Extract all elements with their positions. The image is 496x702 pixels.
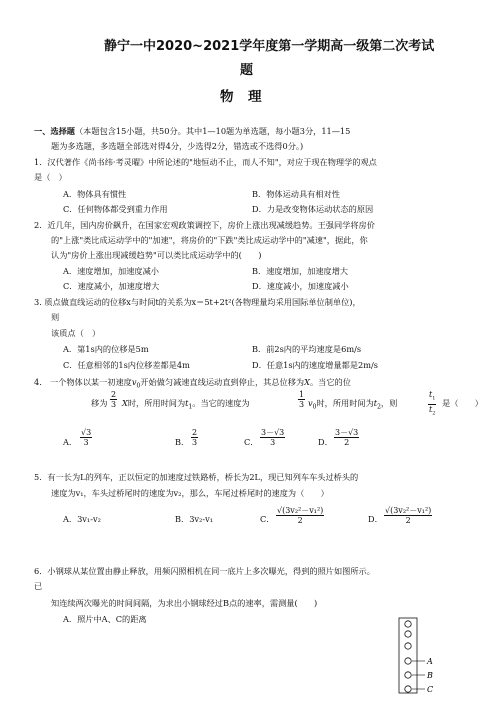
q4-option-b-label: B． <box>175 437 190 447</box>
q4-stem-text-a: 4. 一个物体以某一初速度 <box>34 377 132 387</box>
x-symbol: X <box>304 377 310 387</box>
fraction-numerator: √(3v₂²－v₁²) <box>385 506 432 515</box>
point-label-b: B <box>427 671 433 680</box>
q4-option-a-value <box>80 428 92 447</box>
q5-option-d-label: D． <box>368 514 383 524</box>
section-intro-line1 <box>34 126 350 136</box>
section-intro-line2: 题为多选题，多选题全部选对得4分，少选得2分，错选或不选得0分。) <box>51 141 304 151</box>
q4-option-c-label: C． <box>244 437 259 447</box>
photo-frame <box>399 618 417 693</box>
q3-option-b: B．前2s内的平均速度是6m/s <box>252 344 362 354</box>
q2-stem-line2: 的"上涨"类比成运动学中的"加速"，将房价的"下跌"类比成运动学中的"减速"，据此，你 <box>51 235 368 245</box>
q4-time-prefix: 时，所用时间为 <box>316 398 374 408</box>
ball-position <box>405 631 411 637</box>
q3-stem-line3: 该质点（ ） <box>51 328 101 338</box>
strobe-photo-figure <box>398 617 438 697</box>
fraction-numerator: 1 <box>299 390 305 399</box>
section-intro-text: （本题包含15小题，共50分。其中1—10题为单选题，每小题3分，11—15 <box>74 126 351 136</box>
q4-then-text: ，则 <box>380 398 398 408</box>
q3-stem-line1: 3. 质点做直线运动的位移x与时间t的关系为x＝5t+2t²(各物理量均采用国际单位制单位)， <box>34 297 361 307</box>
t2-subscript: 2 <box>377 403 381 411</box>
q3-option-a: A．第1s内的位移是5m <box>63 344 149 354</box>
q3-stem-line2: 则 <box>51 312 60 322</box>
q4-option-a-label: A． <box>63 437 78 447</box>
q5-option-a: A．3v₁-v₂ <box>63 514 101 524</box>
q1-option-a: A．物体具有惯性 <box>63 189 127 199</box>
t2-symbol: t <box>373 398 378 408</box>
q6-option-a: A．照片中A、C的距离 <box>63 614 147 624</box>
fraction-denominator <box>428 405 436 419</box>
fraction-numerator: 3－√3 <box>335 428 359 437</box>
t1-subscript: 1 <box>188 403 193 411</box>
q4-is-text: 是（ ） <box>442 398 483 408</box>
exam-title-line1: 静宁一中2020~2021学年度第一学期高一级第二次考试 <box>104 39 435 54</box>
fraction-numerator <box>428 390 436 405</box>
q4-option-c-value <box>260 428 285 447</box>
t1-symbol: t <box>185 398 189 408</box>
fraction-denominator: 3 <box>299 400 305 409</box>
x-symbol: X <box>122 398 128 408</box>
point-label-c: C <box>427 685 434 694</box>
t2-symbol: t <box>429 404 433 414</box>
q2-stem-line3: 认为"房价上涨出现减缓趋势"可以类比成运动学中的( ) <box>51 250 262 260</box>
q5-stem-line2: 速度为v₁，车头过桥尾时的速度为v₂，那么，车尾过桥尾时的速度为（ ） <box>51 488 329 498</box>
ball-position <box>405 643 411 649</box>
q1-stem-line1: 1．汉代著作《尚书纬·考灵曜》中所论述的"地恒动不止，而人不知"，对应于现在物理学的观点 <box>34 157 377 167</box>
q4-move-mid <box>122 398 250 413</box>
fraction-numerator: 2 <box>111 390 117 399</box>
fraction-denominator: 3 <box>270 438 276 447</box>
q1-stem-line2: 是（ ） <box>34 172 67 182</box>
t2-subscript: 2 <box>432 410 436 417</box>
subject-heading: 物 理 <box>220 89 262 105</box>
q6-stem-line2: 已 <box>34 581 43 591</box>
q4-speed-rest <box>308 398 397 413</box>
q4-move-mid-text: 时，所用时间为 <box>127 398 186 408</box>
q6-stem-line1: 6．小钢球从某位置由静止释放，用频闪照相机在同一底片上多次曝光，得到的照片如图所示。 <box>34 566 375 576</box>
q4-fraction-two-thirds <box>110 390 117 409</box>
q4-stem-text-c: 。当它的位 <box>309 377 351 387</box>
q4-stem-text-b: 开始做匀减速直线运动直到停止，其总位移为 <box>140 377 305 387</box>
fraction-denominator: 3 <box>192 438 198 447</box>
exam-title-line2: 题 <box>240 63 254 78</box>
fraction-denominator: 3 <box>83 438 89 447</box>
q4-speed-prefix: 。当它的速度为 <box>192 398 250 408</box>
q2-option-c: C．速度减小，加速度增大 <box>63 281 160 291</box>
q1-option-c: C．任何物体都受到重力作用 <box>63 204 168 214</box>
q5-option-c-value <box>276 506 324 525</box>
q4-fraction-one-third <box>298 390 305 409</box>
fraction-numerator: 3－√3 <box>261 428 285 437</box>
q5-stem-line1: 5．有一长为L的列车，正以恒定的加速度过铁路桥，桥长为2L，现已知列车车头过桥头的 <box>34 472 359 482</box>
v0-subscript: 0 <box>136 382 141 390</box>
fraction-numerator: 2 <box>192 428 198 437</box>
fraction-denominator: 2 <box>405 516 411 525</box>
q1-option-b: B．物体运动具有相对性 <box>252 189 340 199</box>
ball-position-c <box>405 686 411 692</box>
fraction-numerator: √3 <box>81 428 92 437</box>
fraction-denominator: 3 <box>111 400 117 409</box>
fraction-denominator: 2 <box>344 438 350 447</box>
q4-option-b-value <box>191 428 198 447</box>
ball-position-a <box>405 658 411 664</box>
section-label: 一、选择题 <box>34 126 75 136</box>
t1-symbol: t <box>429 390 433 399</box>
q1-option-d: D．力是改变物体运动状态的原因 <box>252 204 374 214</box>
q4-option-d-label: D． <box>318 437 333 447</box>
q4-move-prefix: 移为 <box>91 398 108 408</box>
t1-subscript: 1 <box>432 395 436 402</box>
q5-option-d-value <box>384 506 432 525</box>
q3-option-d: D．任意1s内的速度增量都是2m/s <box>252 360 378 370</box>
q6-stem-line3: 知连续两次曝光的时间间隔，为求出小钢球经过B点的速率，需测量( ) <box>51 598 318 608</box>
fraction-numerator: √(3v₂²－v₁²) <box>277 506 324 515</box>
ball-position-b <box>405 672 411 678</box>
q3-option-c: C．任意相邻的1s内位移差都是4m <box>63 360 190 370</box>
q2-option-a: A．速度增加，加速度减小 <box>63 266 159 276</box>
q2-option-d: D．速度减小，加速度减小 <box>252 281 349 291</box>
v0-subscript: 0 <box>312 403 317 411</box>
q4-fraction-t1-over-t2 <box>428 390 436 418</box>
q4-option-d-value <box>334 428 359 447</box>
v0-symbol: v <box>131 377 137 387</box>
q5-option-c-label: C． <box>260 514 275 524</box>
q2-option-b: B．速度增加，加速度增大 <box>252 266 349 276</box>
ball-position <box>405 621 411 627</box>
fraction-denominator: 2 <box>297 516 303 525</box>
q5-option-b: B．3v₂-v₁ <box>175 514 213 524</box>
point-label-a: A <box>427 657 433 666</box>
v0-symbol: v <box>308 398 313 408</box>
q2-stem-line1: 2．近几年，国内房价飙升，在国家宏观政策调控下，房价上涨出现减缓趋势。王强同学将房价 <box>34 220 375 230</box>
